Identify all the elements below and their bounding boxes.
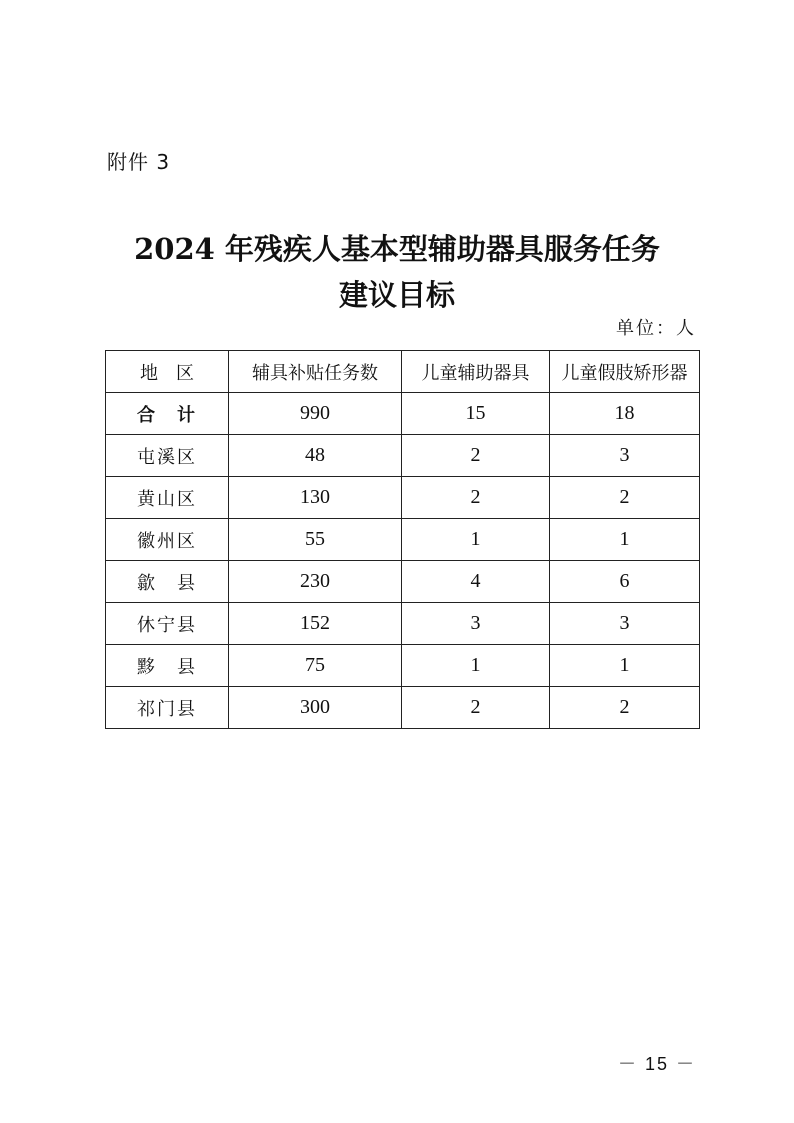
cell-region: 黟 县: [106, 645, 229, 687]
title-line-1: 2024 年残疾人基本型辅助器具服务任务: [134, 232, 660, 266]
cell-child-prosthetics: 3: [550, 435, 700, 477]
table-row: [106, 519, 700, 561]
cell-child-prosthetics: 18: [550, 393, 700, 435]
cell-subsidy: 48: [229, 435, 402, 477]
cell-child-aids: 2: [402, 435, 550, 477]
column-header-region: 地 区: [106, 351, 229, 393]
cell-region: 歙 县: [106, 561, 229, 603]
cell-child-prosthetics: 1: [550, 645, 700, 687]
cell-child-aids: 4: [402, 561, 550, 603]
cell-region: 徽州区: [106, 519, 229, 561]
cell-subsidy: 300: [229, 687, 402, 729]
cell-child-aids: 3: [402, 603, 550, 645]
cell-child-prosthetics: 6: [550, 561, 700, 603]
cell-child-prosthetics: 2: [550, 477, 700, 519]
cell-region: 祁门县: [106, 687, 229, 729]
column-header-child-prosthetics: 儿童假肢矫形器: [550, 351, 700, 393]
cell-subsidy: 55: [229, 519, 402, 561]
table-row: [106, 435, 700, 477]
page-number: － 15 －: [617, 1054, 696, 1074]
cell-child-aids: 2: [402, 477, 550, 519]
document-title: [0, 226, 794, 318]
column-header-subsidy: 辅具补贴任务数: [229, 351, 402, 393]
cell-child-aids: 1: [402, 645, 550, 687]
table-row: [106, 687, 700, 729]
cell-child-prosthetics: 1: [550, 519, 700, 561]
cell-child-aids: 2: [402, 687, 550, 729]
cell-subsidy: 152: [229, 603, 402, 645]
cell-child-prosthetics: 2: [550, 687, 700, 729]
cell-child-aids: 15: [402, 393, 550, 435]
title-line-2: 建议目标: [338, 278, 455, 312]
cell-child-prosthetics: 3: [550, 603, 700, 645]
cell-region: 黄山区: [106, 477, 229, 519]
table-row: [106, 561, 700, 603]
attachment-label: 附件 3: [107, 150, 171, 174]
task-table: [105, 350, 700, 729]
column-header-child-aids: 儿童辅助器具: [402, 351, 550, 393]
table-row: [106, 645, 700, 687]
cell-region: 休宁县: [106, 603, 229, 645]
cell-region: 屯溪区: [106, 435, 229, 477]
table-row: [106, 477, 700, 519]
cell-subsidy: 990: [229, 393, 402, 435]
cell-subsidy: 130: [229, 477, 402, 519]
cell-subsidy: 230: [229, 561, 402, 603]
unit-label: 单位：人: [616, 318, 696, 339]
table-header-row: [106, 351, 700, 393]
table-row: [106, 603, 700, 645]
cell-subsidy: 75: [229, 645, 402, 687]
table-row-total: [106, 393, 700, 435]
cell-region: 合 计: [106, 393, 229, 435]
cell-child-aids: 1: [402, 519, 550, 561]
